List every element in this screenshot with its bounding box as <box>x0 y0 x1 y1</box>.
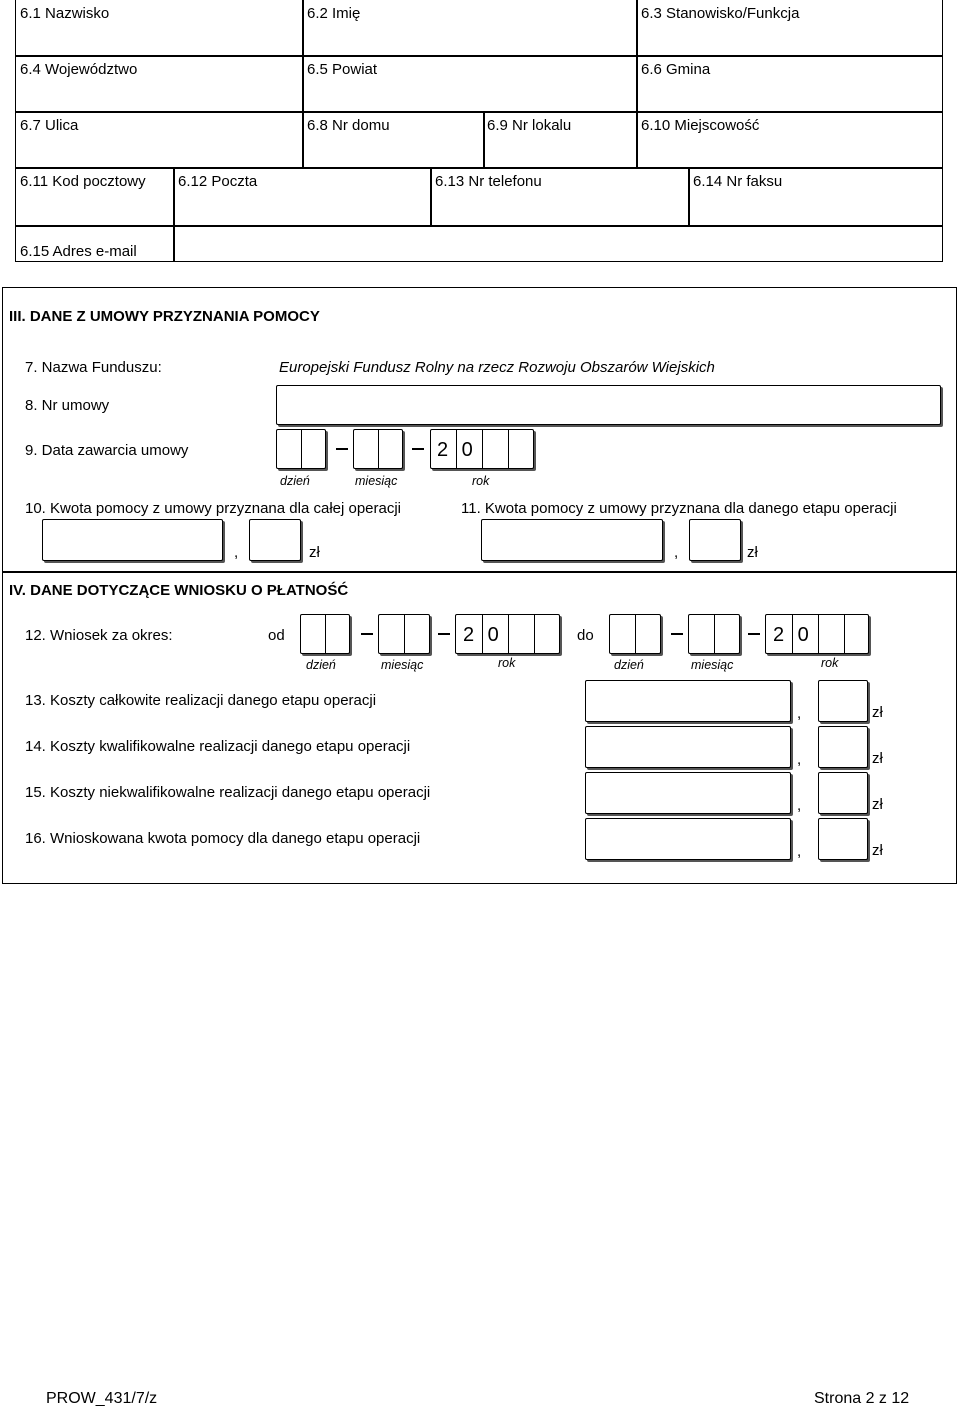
period-from-month[interactable] <box>378 614 430 654</box>
voivodeship-field[interactable] <box>18 78 300 109</box>
date-separator <box>748 633 760 635</box>
email-field[interactable] <box>176 228 939 260</box>
fax-label: 6.14 Nr faksu <box>693 173 783 190</box>
date-separator <box>336 448 348 450</box>
fax-field[interactable] <box>691 190 939 223</box>
street-field[interactable] <box>18 134 300 165</box>
locality-label: 6.10 Miejscowość <box>641 117 760 134</box>
phone-field[interactable] <box>433 190 686 223</box>
commune-label: 6.6 Gmina <box>641 61 711 78</box>
house-no-field[interactable] <box>305 134 481 165</box>
post-office-field[interactable] <box>176 190 428 223</box>
date-separator <box>361 633 373 635</box>
flat-no-label: 6.9 Nr lokalu <box>487 117 572 134</box>
postal-code-field[interactable] <box>18 190 171 223</box>
currency-label: zł <box>872 704 883 721</box>
year-caption: rok <box>498 656 516 670</box>
contract-no-input[interactable] <box>276 385 941 425</box>
date-separator <box>438 633 450 635</box>
from-year-prefix: 2 0 <box>463 624 503 646</box>
email-label: 6.15 Adres e-mail <box>20 243 137 260</box>
phone-label: 6.13 Nr telefonu <box>435 173 542 190</box>
currency-label: zł <box>309 544 320 561</box>
contract-date-day[interactable] <box>276 429 326 469</box>
aid-requested-label: 16. Wnioskowana kwota pomocy dla danego etapu operacji <box>25 830 421 847</box>
cost-total-cents-input[interactable] <box>818 680 868 722</box>
postal-code-label: 6.11 Kod pocztowy <box>20 173 146 190</box>
to-label: do <box>577 627 594 644</box>
first-name-field[interactable] <box>305 22 634 53</box>
period-to-month[interactable] <box>688 614 740 654</box>
currency-label: zł <box>872 796 883 813</box>
first-name-label: 6.2 Imię <box>307 5 361 22</box>
cost-eligible-cents-input[interactable] <box>818 726 868 768</box>
contract-date-label: 9. Data zawarcia umowy <box>25 442 189 459</box>
period-label: 12. Wniosek za okres: <box>25 627 173 644</box>
house-no-label: 6.8 Nr domu <box>307 117 390 134</box>
period-from-day[interactable] <box>300 614 350 654</box>
street-label: 6.7 Ulica <box>20 117 79 134</box>
cost-total-whole-input[interactable] <box>585 680 791 722</box>
decimal-comma: , <box>797 751 802 768</box>
position-label: 6.3 Stanowisko/Funkcja <box>641 5 800 22</box>
amount-stage-whole-input[interactable] <box>481 519 663 561</box>
amount-stage-cents-input[interactable] <box>689 519 741 561</box>
day-caption: dzień <box>280 474 310 488</box>
decimal-comma: , <box>797 797 802 814</box>
cost-ineligible-whole-input[interactable] <box>585 772 791 814</box>
cost-ineligible-cents-input[interactable] <box>818 772 868 814</box>
date-separator <box>671 633 683 635</box>
contract-date-month[interactable] <box>353 429 403 469</box>
cost-eligible-label: 14. Koszty kwalifikowalne realizacji danego etapu operacji <box>25 738 411 755</box>
section-divider <box>2 571 957 573</box>
decimal-comma: , <box>797 705 802 722</box>
aid-requested-cents-input[interactable] <box>818 818 868 860</box>
contract-year-prefix: 2 0 <box>437 439 477 461</box>
section-4-heading: IV. DANE DOTYCZĄCE WNIOSKU O PŁATNOŚĆ <box>9 582 349 599</box>
to-year-prefix: 2 0 <box>773 624 813 646</box>
day-caption: dzień <box>306 658 336 672</box>
voivodeship-label: 6.4 Województwo <box>20 61 138 78</box>
day-caption: dzień <box>614 658 644 672</box>
month-caption: miesiąc <box>381 658 424 672</box>
currency-label: zł <box>872 750 883 767</box>
cost-total-label: 13. Koszty całkowite realizacji danego etapu operacji <box>25 692 377 709</box>
date-separator <box>412 448 424 450</box>
amount-total-cents-input[interactable] <box>249 519 301 561</box>
locality-field[interactable] <box>639 134 939 165</box>
page-number: Strona 2 z 12 <box>814 1390 910 1407</box>
flat-no-field[interactable] <box>486 134 634 165</box>
cost-ineligible-label: 15. Koszty niekwalifikowalne realizacji danego etapu operacji <box>25 784 431 801</box>
year-caption: rok <box>472 474 490 488</box>
month-caption: miesiąc <box>691 658 734 672</box>
aid-requested-whole-input[interactable] <box>585 818 791 860</box>
from-label: od <box>268 627 285 644</box>
amount-total-whole-input[interactable] <box>42 519 223 561</box>
form-code: PROW_431/7/z <box>46 1390 158 1407</box>
commune-field[interactable] <box>639 78 939 109</box>
position-field[interactable] <box>639 22 939 53</box>
year-caption: rok <box>821 656 839 670</box>
section-3-heading: III. DANE Z UMOWY PRZYZNANIA POMOCY <box>9 308 320 325</box>
decimal-comma: , <box>674 544 679 561</box>
currency-label: zł <box>872 842 883 859</box>
period-to-day[interactable] <box>609 614 661 654</box>
fund-name-label: 7. Nazwa Funduszu: <box>25 359 162 376</box>
county-field[interactable] <box>305 78 634 109</box>
amount-total-label: 10. Kwota pomocy z umowy przyznana dla całej operacji <box>25 500 402 517</box>
month-caption: miesiąc <box>355 474 398 488</box>
county-label: 6.5 Powiat <box>307 61 378 78</box>
fund-name-value: Europejski Fundusz Rolny na rzecz Rozwoju Obszarów Wiejskich <box>279 359 715 376</box>
cost-eligible-whole-input[interactable] <box>585 726 791 768</box>
post-office-label: 6.12 Poczta <box>178 173 258 190</box>
amount-stage-label: 11. Kwota pomocy z umowy przyznana dla danego etapu operacji <box>461 500 897 517</box>
surname-label: 6.1 Nazwisko <box>20 5 110 22</box>
contract-no-label: 8. Nr umowy <box>25 397 110 414</box>
currency-label: zł <box>747 544 758 561</box>
decimal-comma: , <box>797 843 802 860</box>
contact-person-grid <box>15 0 943 262</box>
decimal-comma: , <box>234 544 239 561</box>
surname-field[interactable] <box>18 22 300 53</box>
